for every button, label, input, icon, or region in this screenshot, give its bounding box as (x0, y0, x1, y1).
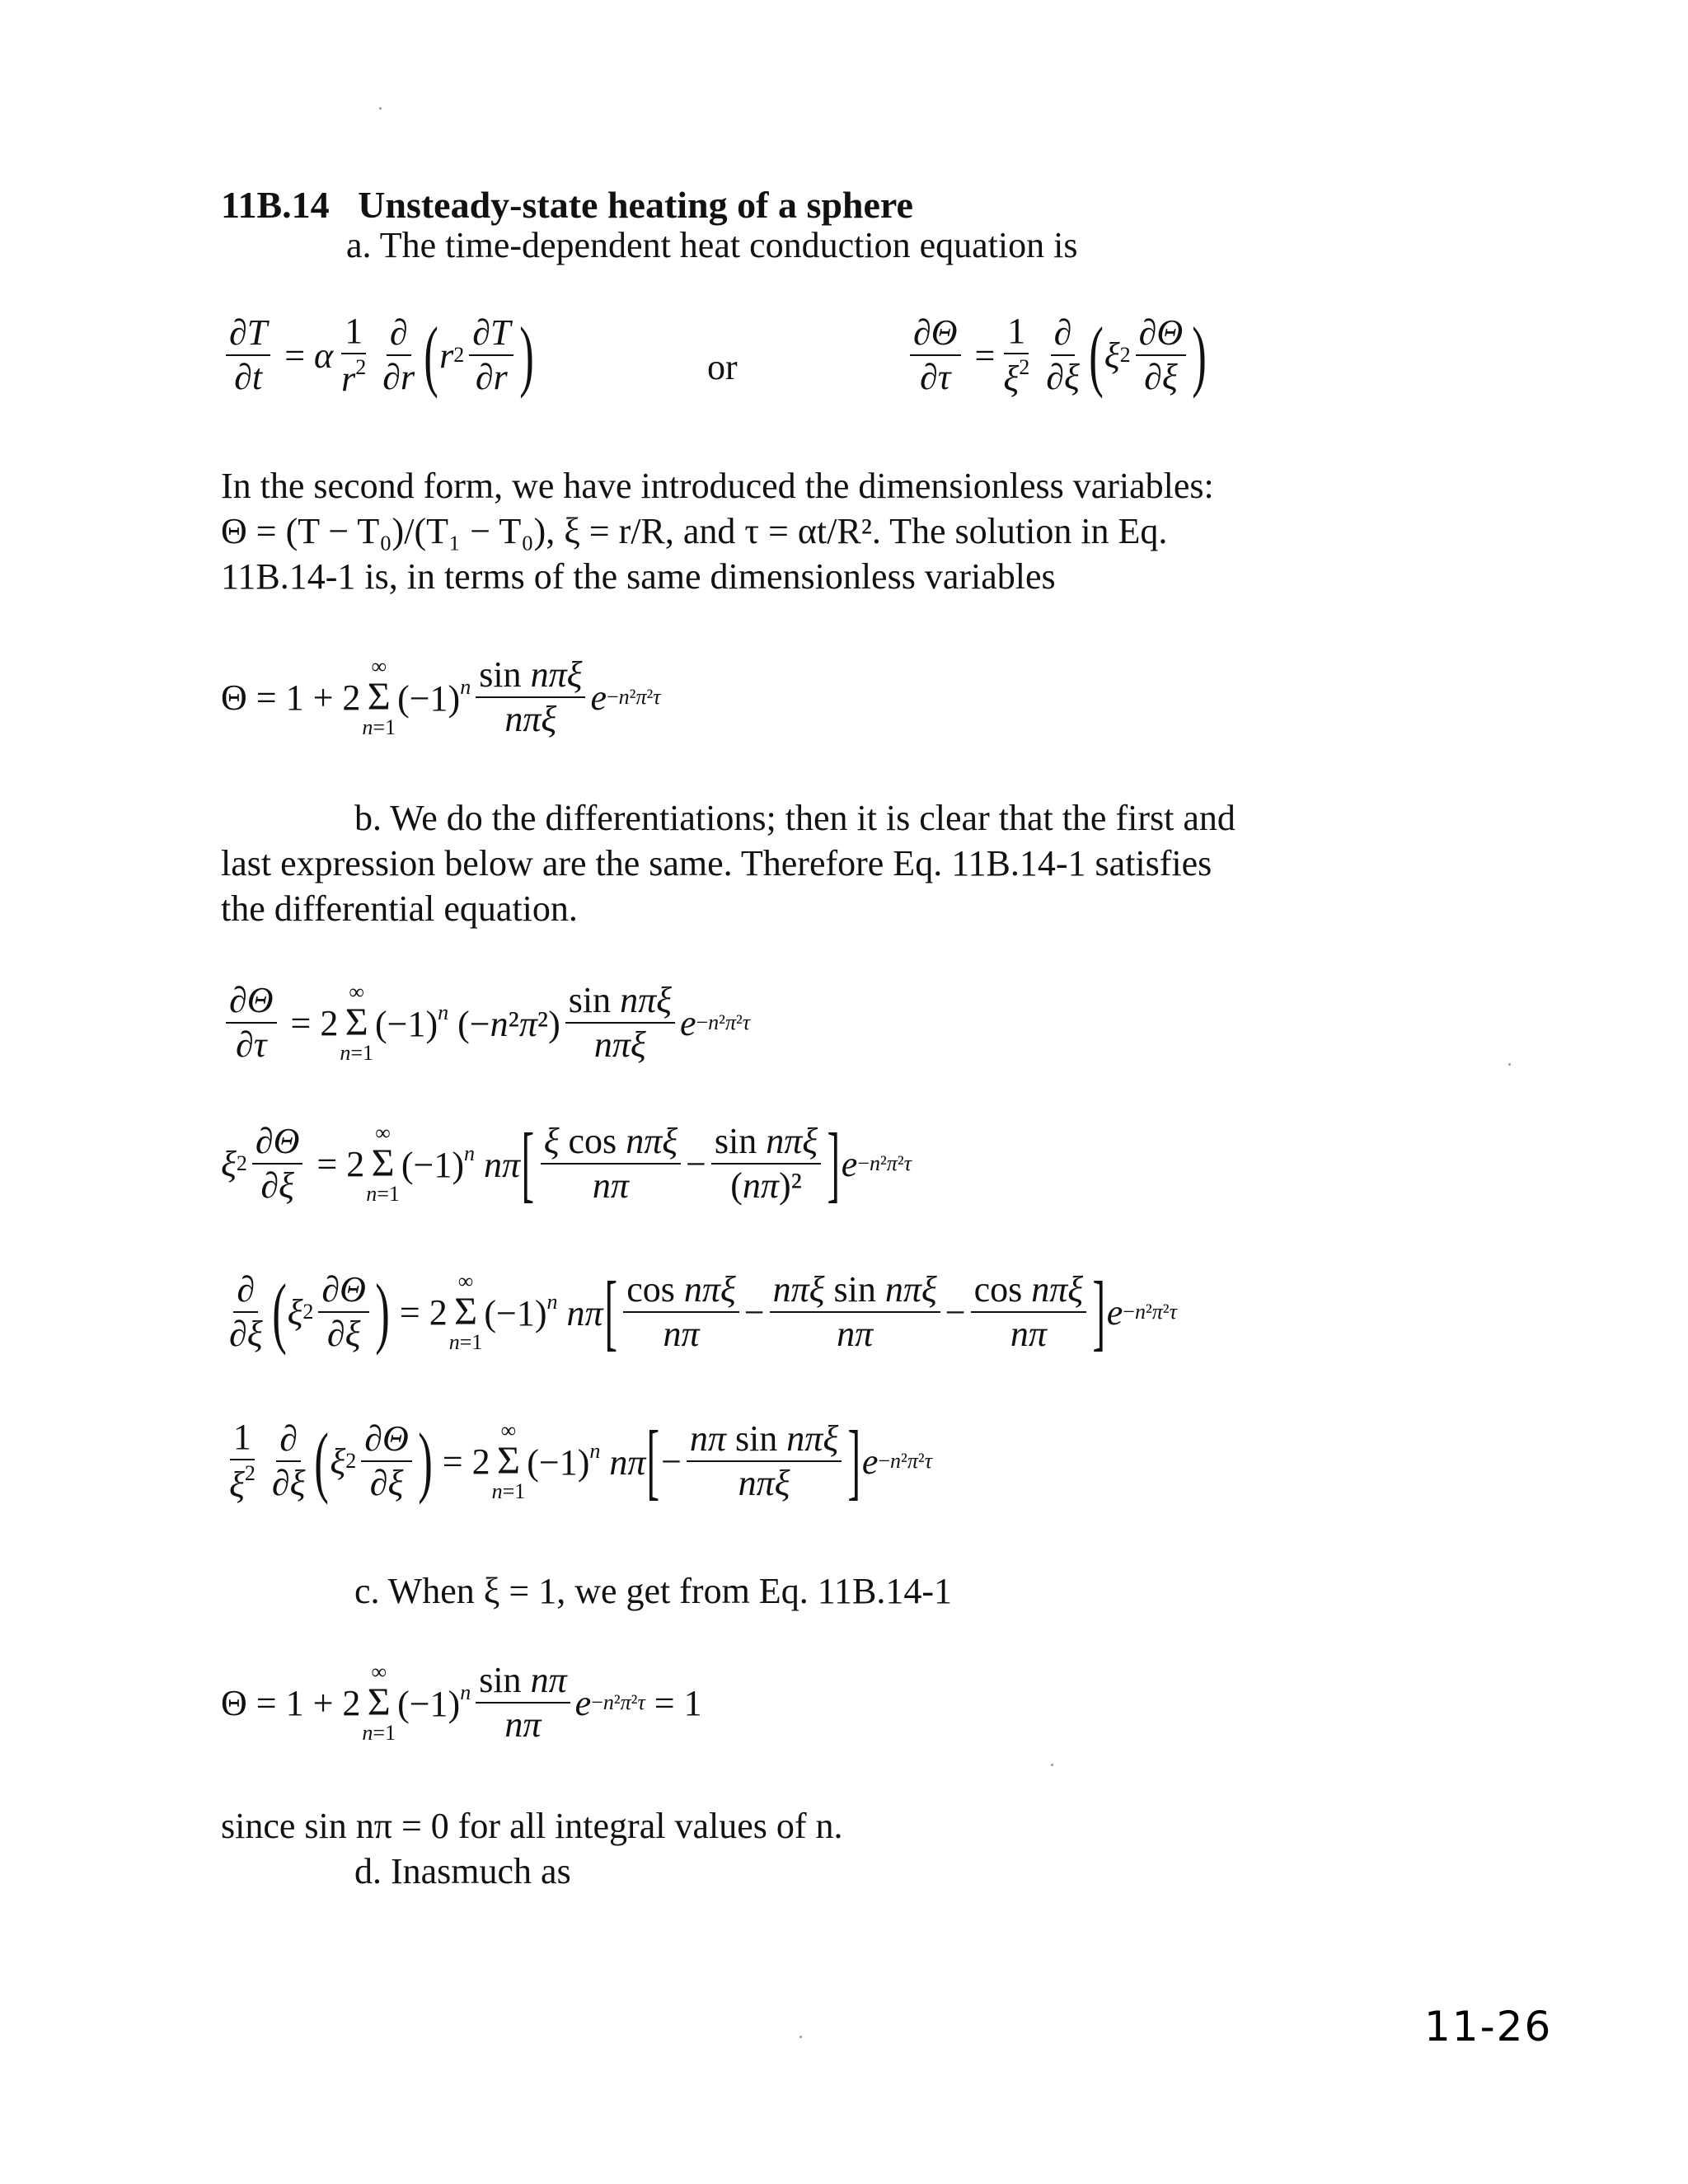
scan-speck (379, 107, 382, 110)
scan-speck (1508, 1063, 1511, 1066)
or-connector: or (707, 347, 738, 387)
heat-equation-dimensional: $\frac{\partial T}{\partial t}$ = α $\frac{1}{r^2}$ $\frac{\partial}{\partial r}$ ( r 2 $\frac{\partial T}{\partial r}$ ) (221, 312, 535, 400)
section-heading (221, 183, 913, 227)
xi-squared-d-theta-equation: ξ 2 $\frac{\partial\Theta}{\partial\xi}$ = 2 ∞ Σ n=1 $(-1)^n$ nπ [ $\frac{\text{ξ cos nπξ}}{n\pi}$ − $\frac{\text{sin nπξ}}{\text{(nπ)²}}$ ] e −n²π²τ (221, 1116, 912, 1211)
paragraph-line: 11B.14-1 is, in terms of the same dimensionless variables (221, 556, 1056, 597)
part-b-paragraph (221, 795, 1416, 931)
paragraph-line: last expression below are the same. Therefore Eq. 11B.14-1 satisfies (221, 843, 1212, 883)
paragraph-line: b. We do the differentiations; then it is clear that the first and (354, 798, 1236, 838)
heat-equation-dimensionless: $\frac{\partial\Theta}{\partial\tau}$ = $\frac{1}{\xi^2}$ $\frac{\partial}{\partial\xi}$ ( ξ 2 $\frac{\partial\Theta}{\partial\xi}$ ) (905, 312, 1207, 400)
part-d-intro: d. Inasmuch as (354, 1851, 571, 1891)
part-a-paragraph (221, 463, 1416, 599)
paragraph-line: Θ = (T − T₀)/(T₁ − T₀), ξ = r/R, and τ = αt/R². The solution in Eq. (221, 511, 1168, 551)
d-dxi-equation: $\frac{\partial}{\partial\xi}$ ( ξ 2 $\frac{\partial\Theta}{\partial\xi}$ ) = 2 ∞ Σ n=1 $(-1)^n$ nπ [ $\frac{\text{cos nπξ}}{n\pi}$ − $\frac{\text{nπξ sin nπξ}}{n\pi}$ − $\frac{\text{cos nπξ}}{n\pi}$ ] e −n²π²τ (229, 1264, 1177, 1359)
part-c-intro: c. When ξ = 1, we get from Eq. 11B.14-1 (354, 1571, 953, 1611)
part-a-intro: a. The time-dependent heat conduction equation is (346, 225, 1078, 265)
page-number: 11-26 (1424, 2003, 1553, 2050)
section-number: 11B.14 (221, 184, 330, 226)
boundary-check-equation: Θ = 1 + 2 ∞ Σ n=1 $(-1)^n$ $\frac{\text{sin nπ}}{n\pi}$ e −n²π²τ = 1 (221, 1660, 702, 1746)
d-theta-d-tau-equation: $\frac{\partial\Theta}{\partial\tau}$ = 2 ∞ Σ n=1 $(-1)^n$ (−n²π²) $\frac{\text{sin nπξ}}{\text{nπξ}}$ e −n²π²τ (221, 981, 750, 1066)
paragraph-line: In the second form, we have introduced the dimensionless variables: (221, 466, 1214, 506)
part-c-conclusion: since sin nπ = 0 for all integral values of n. (221, 1806, 843, 1846)
paragraph-line: the differential equation. (221, 888, 578, 929)
series-solution: Θ = 1 + 2 ∞ Σ n=1 $(-1)^n$ $\frac{\text{sin nπξ}}{\text{nπξ}}$ e −n²π²τ (221, 654, 661, 740)
section-title: Unsteady-state heating of a sphere (358, 184, 913, 226)
scan-speck (1051, 1764, 1053, 1766)
scan-speck (799, 2036, 802, 2038)
laplacian-equation: $\frac{1}{\xi^2}$ $\frac{\partial}{\partial\xi}$ ( ξ 2 $\frac{\partial\Theta}{\partial\xi}$ ) = 2 ∞ Σ n=1 $(-1)^n$ nπ [ − $\frac{\text{nπ sin nπξ}}{\text{nπξ}}$ ] e −n²π²τ (229, 1413, 932, 1509)
